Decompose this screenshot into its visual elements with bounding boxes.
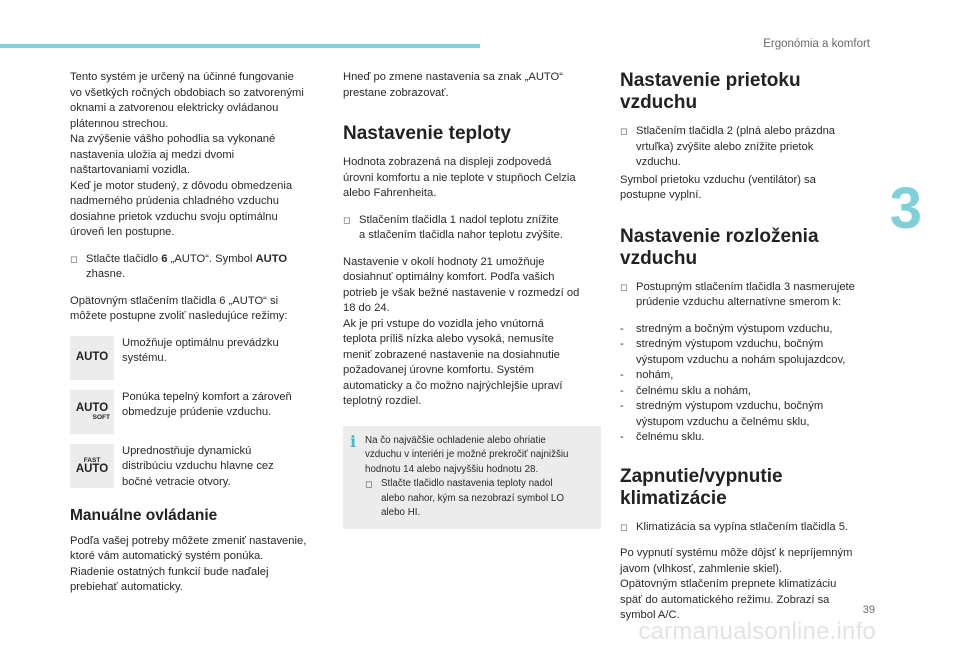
list-item: - stredným výstupom vzduchu, bočným výstupom vzduchu a čelnému sklu, (620, 399, 882, 430)
manual-title: Manuálne ovládanie (70, 507, 218, 524)
auto-soft-icon: AUTO SOFT (70, 390, 114, 434)
list-item: - stredným výstupom vzduchu, bočným výstupom vzduchu a nohám spolujazdcov, (620, 337, 882, 368)
mode-auto-text: Umožňuje optimálnu prevádzku systému. (122, 336, 279, 364)
mode-auto-fast-text: Uprednostňuje dynamickú distribúciu vzduchu hlavne cez bočné vetracie otvory. (122, 444, 274, 488)
auto-fast-icon: FAST AUTO (70, 444, 114, 488)
dist-title: Nastavenie rozloženia vzduchu (620, 225, 819, 269)
column-3 (620, 70, 882, 635)
watermark: carmanualsonline.info (638, 618, 876, 645)
temp-text: Hodnota zobrazená na displeji zodpovedá úrovni komfortu a nie teplote v stupňoch Celzia alebo Fahrenheita. (343, 156, 576, 199)
mode-auto-soft-text: Ponúka tepelný komfort a zároveň obmedzuje prúdenie vzduchu. (122, 390, 292, 418)
auto-icon: AUTO (70, 336, 114, 380)
auto-step: ◻ Stlačte tlačidlo 6 „AUTO“. Symbol AUTO zhasne. (70, 252, 326, 283)
again-text: Opätovným stlačením tlačidla 6 „AUTO“ si môžete postupne zvoliť nasledujúce režimy: (70, 294, 288, 322)
temp-note: Nastavenie v okolí hodnoty 21 umožňuje dosiahnuť optimálny komfort. Podľa vašich potrieb je však bežné nastavenie v rozmedzí od 18 do 24. Ak je pri vstupe do vozidla jeho vnútorná teplota príliš nízka alebo vysoká, nemusíte meniť zobrazené nastavenie na dosiahnutie požadovanej úrovne komfortu. Systém automaticky a čo možno najrýchlejšie upraví teplotný rozdiel. (343, 255, 580, 407)
column-2 (343, 70, 599, 529)
auto-off-text: Hneď po zmene nastavenia sa znak „AUTO“ prestane zobrazovať. (343, 71, 563, 99)
temp-title: Nastavenie teploty (343, 123, 511, 144)
mode-auto (70, 336, 326, 380)
info-text: Na čo najväčšie ochladenie alebo ohriatie vzduchu v interiéri je možné prekročiť najnižšiu hodnotu 14 alebo najvyššiu hodnotu 28. (365, 434, 569, 475)
ac-title: Zapnutie/vypnutie klimatizácie (620, 465, 783, 509)
intro-text: Tento systém je určený na účinné fungovanie vo všetkých ročných obdobiach so zatvorenými oknami a zatvorenou elektricky ovládanou plátennou strechou. Na zvýšenie vášho pohodlia sa vykonané nastavenia uložia aj medzi dvomi naštartovaniami vozidla. Keď je motor studený, z dôvodu obmedzenia nadmerného prúdenia chladného vzduchu dosiahne prietok vzduchu svoju optimálnu úroveň len postupne. (70, 71, 304, 238)
mode-auto-fast (70, 444, 326, 491)
list-item: - čelnému sklu a nohám, (620, 384, 882, 400)
dist-list (620, 322, 882, 446)
page-number: 39 (862, 604, 875, 616)
chapter-number: 3 (889, 176, 922, 241)
mode-auto-soft (70, 390, 326, 434)
dist-step: ◻ Postupným stlačením tlačidla 3 nasmerujete prúdenie vzduchu alternatívne smerom k: (620, 280, 882, 311)
info-step: ◻ Stlačte tlačidlo nastavenia teploty nadol alebo nahor, kým sa nezobrazí symbol LO alebo HI. (365, 477, 591, 521)
list-item: - stredným a bočným výstupom vzduchu, (620, 322, 882, 338)
manual-text: Podľa vašej potreby môžete zmeniť nastavenie, ktoré vám automatický systém ponúka. Riadenie ostatných funkcií bude naďalej prebiehať automaticky. (70, 534, 307, 593)
temp-step: ◻ Stlačením tlačidla 1 nadol teplotu znížite a stlačením tlačidla nahor teplotu zvýšite. (343, 213, 599, 244)
info-box (343, 426, 601, 529)
ac-text: Po vypnutí systému môže dôjsť k nepríjemným javom (vlhkosť, zahmlenie skiel). Opätovným stlačením prepnete klimatizáciu späť do automatického režimu. Zobrazí sa symbol A/C. (620, 547, 853, 621)
header-accent-bar (0, 44, 480, 48)
section-title: Ergonómia a komfort (763, 38, 870, 50)
column-1 (70, 70, 326, 607)
flow-text: Symbol prietoku vzduchu (ventilátor) sa postupne vyplní. (620, 173, 816, 201)
list-item: - nohám, (620, 368, 882, 384)
list-item: - čelnému sklu. (620, 430, 882, 446)
flow-step: ◻ Stlačením tlačidla 2 (plná alebo prázdna vrtuľka) zvýšite alebo znížite prietok vzduchu. (620, 124, 882, 171)
ac-step: ◻ Klimatizácia sa vypína stlačením tlačidla 5. (620, 520, 882, 536)
info-icon: i (350, 431, 357, 451)
flow-title: Nastavenie prietoku vzduchu (620, 70, 801, 113)
